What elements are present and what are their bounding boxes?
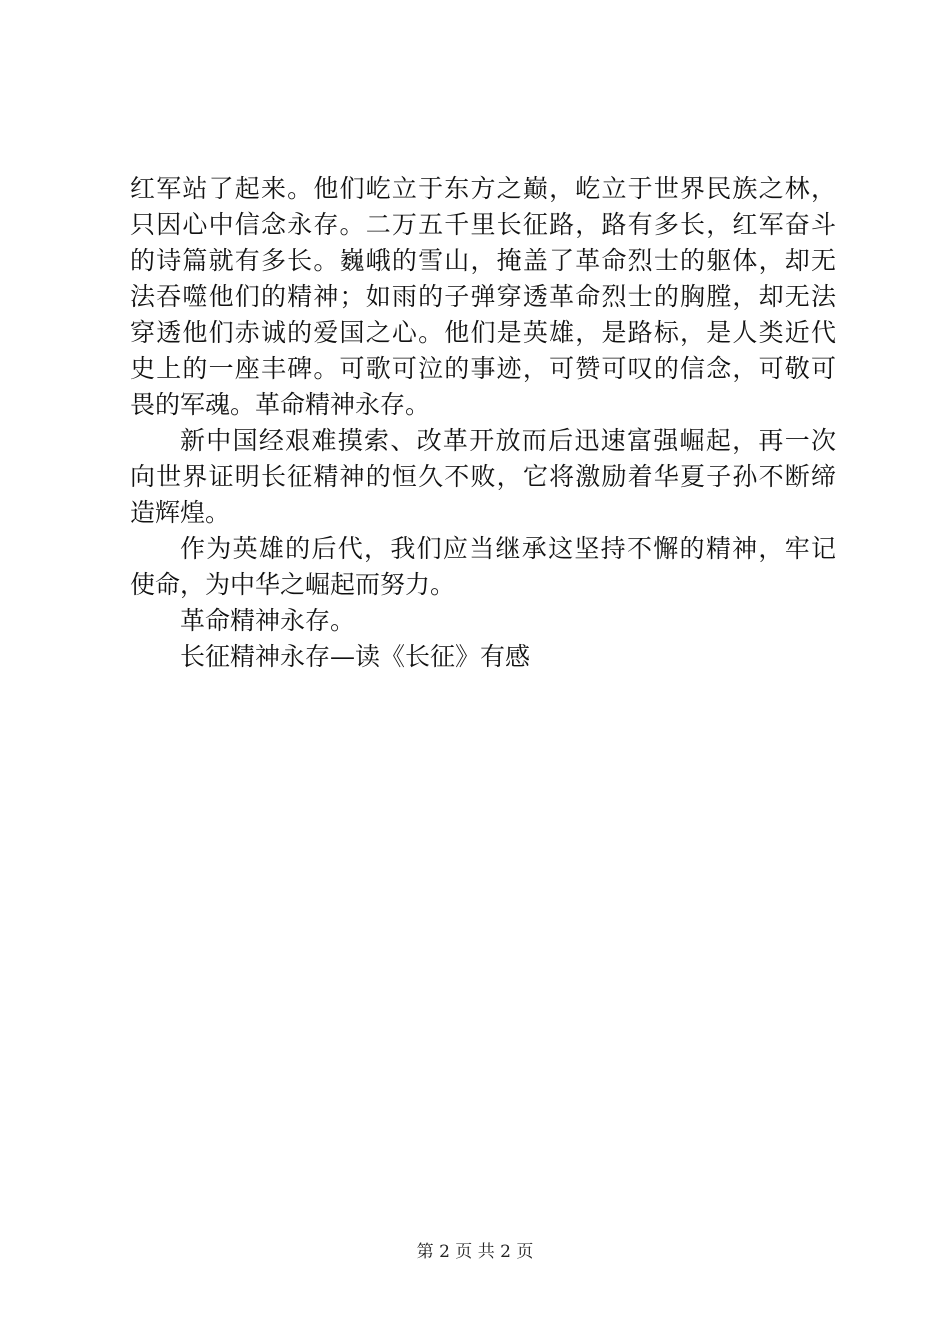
page-footer [0,1240,950,1264]
text-line: 畏的军魂。革命精神永存。 [130,390,431,419]
text-line: 史上的一座丰碑。可歌可泣的事迹，可赞可叹的信念，可敬可 [130,354,836,383]
page-number-label: 第 2 页 共 2 页 [416,1242,534,1262]
text-line: 红军站了起来。他们屹立于东方之巅，屹立于世界民族之林， [130,174,836,203]
text-line: 新中国经艰难摸索、改革开放而后迅速富强崛起，再一次 [180,426,836,455]
text-line: 穿透他们赤诚的爱国之心。他们是英雄，是路标，是人类近代 [130,318,836,347]
text-line: 只因心中信念永存。二万五千里长征路，路有多长，红军奋斗 [130,210,836,239]
text-line: 造辉煌。 [130,498,231,527]
text-line: 的诗篇就有多长。巍峨的雪山，掩盖了革命烈士的躯体，却无 [130,246,836,275]
body-text [130,171,836,675]
text-line: 革命精神永存。 [180,606,356,635]
text-line: 长征精神永存—读《长征》有感 [180,642,531,671]
text-line: 使命，为中华之崛起而努力。 [130,570,456,599]
text-line: 法吞噬他们的精神；如雨的子弹穿透革命烈士的胸膛，却无法 [130,282,836,311]
text-line: 作为英雄的后代，我们应当继承这坚持不懈的精神，牢记 [180,534,836,563]
text-line: 向世界证明长征精神的恒久不败，它将激励着华夏子孙不断缔 [130,462,836,491]
